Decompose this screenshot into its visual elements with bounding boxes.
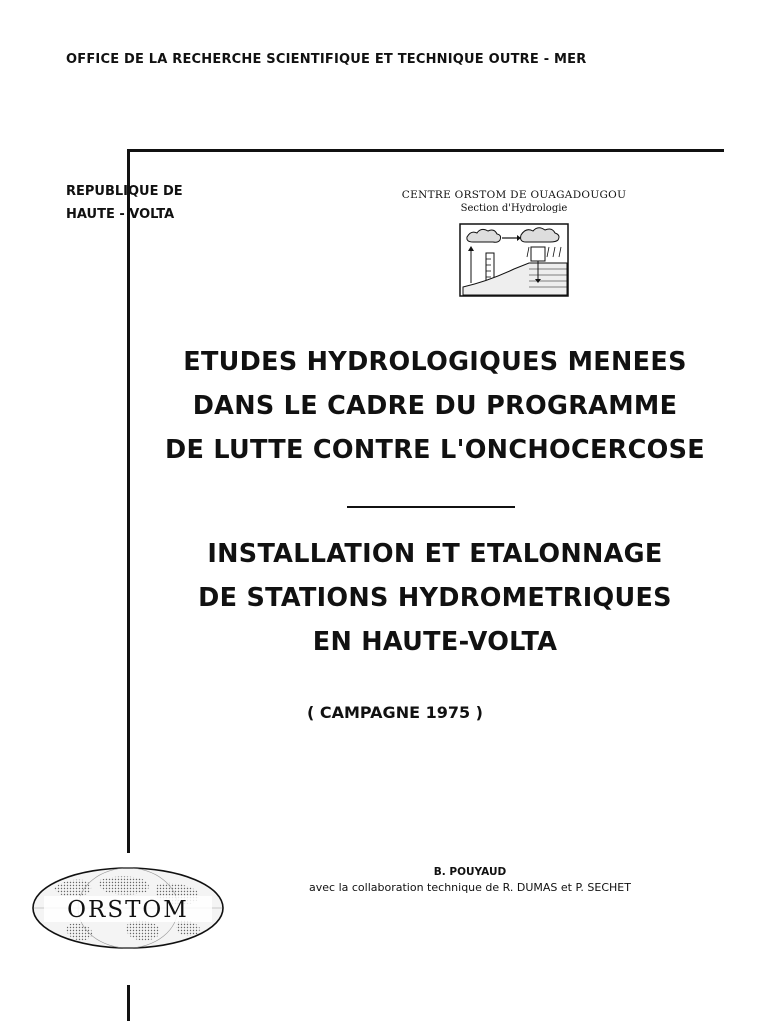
subtitle: [130, 532, 740, 664]
title-line-2: DANS LE CADRE DU PROGRAMME: [192, 391, 678, 421]
orstom-logo-icon: [30, 866, 226, 954]
author-block: [250, 865, 690, 895]
author-collaboration: avec la collaboration technique de R. DUMAS et P. SECHET: [309, 881, 631, 894]
campaign-label: ( CAMPAGNE 1975 ): [306, 703, 483, 722]
country-line-2: HAUTE - VOLTA: [66, 207, 175, 222]
left-rule-lower: [127, 985, 130, 1021]
country-block: [66, 180, 183, 226]
author-name: B. POUYAUD: [433, 866, 507, 878]
country-line-1: REPUBLIQUE DE: [66, 184, 183, 199]
centre-section: Section d'Hydrologie: [460, 203, 568, 214]
title-separator: [347, 506, 515, 508]
subtitle-line-2: DE STATIONS HYDROMETRIQUES: [198, 583, 672, 613]
title-line-3: DE LUTTE CONTRE L'ONCHOCERCOSE: [165, 435, 705, 465]
logo-text: ORSTOM: [67, 897, 189, 923]
office-header: OFFICE DE LA RECHERCHE SCIENTIFIQUE ET TECHNIQUE OUTRE - MER: [66, 52, 587, 67]
left-rule: [127, 149, 130, 853]
title-line-1: ETUDES HYDROLOGIQUES MENEES: [183, 347, 687, 377]
top-rule: [128, 149, 724, 152]
centre-block: [360, 188, 668, 216]
hydrology-emblem-icon: [459, 223, 569, 301]
main-title: [130, 340, 740, 472]
subtitle-line-1: INSTALLATION ET ETALONNAGE: [207, 539, 663, 569]
centre-name: CENTRE ORSTOM DE OUAGADOUGOU: [401, 189, 627, 201]
subtitle-line-3: EN HAUTE-VOLTA: [312, 627, 558, 657]
